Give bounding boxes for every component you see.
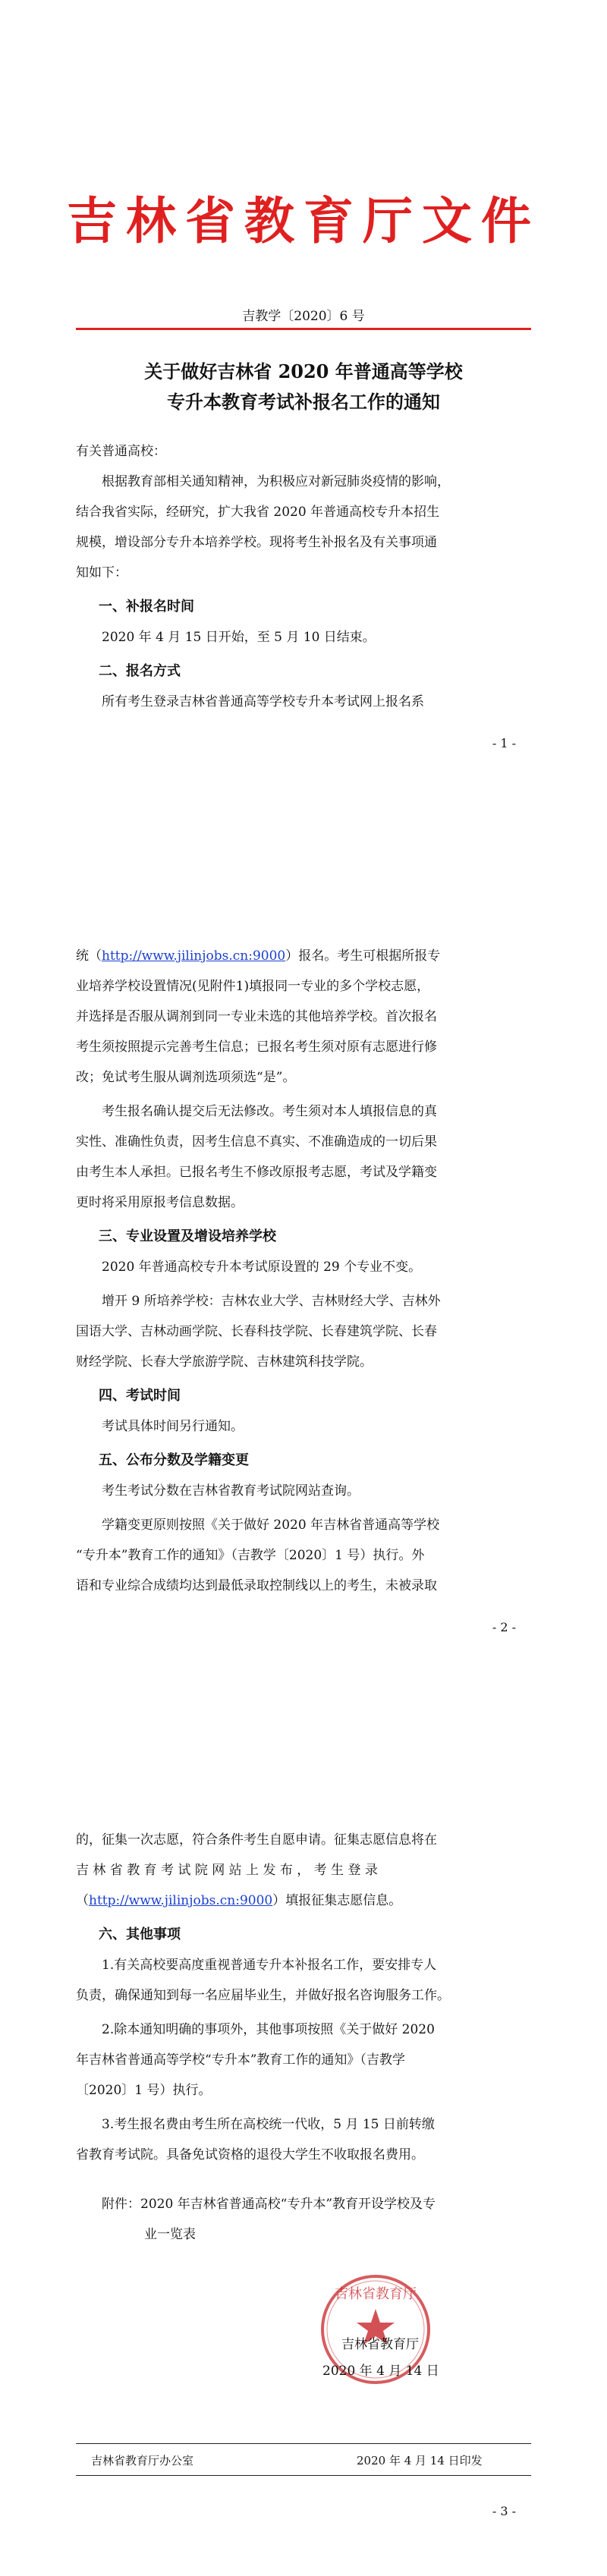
section-5-line-7	[76, 1889, 531, 1912]
section-2-line-2-prefix: 统（	[76, 948, 102, 964]
section-5-line-7-prefix: （	[76, 1893, 89, 1908]
section-2-heading: 二、报名方式	[99, 663, 181, 679]
document-number: 吉教学〔2020〕6 号	[242, 309, 365, 324]
notice-title-line1: 关于做好吉林省 2020 年普通高等学校	[144, 360, 463, 382]
section-2-line-3: 业培养学校设置情况(见附件1)填报同一专业的多个学校志愿，	[76, 979, 430, 994]
page-number-1: - 1 -	[492, 736, 516, 750]
section-5-line-7-suffix: ）填报征集志愿信息。	[272, 1893, 402, 1908]
page-number-2: - 2 -	[492, 1620, 516, 1634]
section-2-line-1: 所有考生登录吉林省普通高等学校专升本考试网上报名系	[102, 694, 424, 709]
section-5-line-2: 学籍变更原则按照《关于做好 2020 年吉林省普通高等学校	[102, 1518, 440, 1533]
attachment-line-2: 业一览表	[144, 2227, 196, 2242]
section-6-item-3-line-2: 省教育考试院。具备免试资格的退役大学生不收取报名费用。	[76, 2147, 424, 2162]
seal-text: 吉林省教育厅	[335, 2286, 417, 2302]
footer-rule-top	[76, 2443, 531, 2444]
section-2-line-5: 考生须按照提示完善考生信息；已报名考生须对原有志愿进行修	[76, 1040, 437, 1055]
intro-line-4: 知如下：	[76, 565, 127, 580]
section-6-item-1-line-2: 负责，确保通知到每一名应届毕业生，并做好报名咨询服务工作。	[76, 1988, 450, 2003]
section-5-line-5: 的，征集一次志愿，符合条件考生自愿申请。征集志愿信息将在	[76, 1832, 437, 1848]
section-6-item-2-line-1: 2.除本通知明确的事项外，其他事项按照《关于做好 2020	[102, 2022, 435, 2037]
header-red-rule	[76, 328, 531, 330]
section-2-line-2-suffix: ）报名。考生可根据所报专	[285, 948, 441, 964]
intro-line-1: 根据教育部相关通知精神，为积极应对新冠肺炎疫情的影响，	[102, 474, 450, 489]
section-6-item-3-line-1: 3.考生报名费由考生所在高校统一代收，5 月 15 日前转缴	[102, 2117, 435, 2132]
section-1-text: 2020 年 4 月 15 日开始，至 5 月 10 日结束。	[102, 630, 376, 645]
footer-print-date: 2020 年 4 月 14 日印发	[357, 2454, 483, 2467]
section-6-item-2-line-3: 〔2020〕1 号）执行。	[76, 2083, 212, 2098]
section-6-item-2-line-2: 年吉林省普通高等学校“专升本”教育工作的通知》（吉教学	[76, 2052, 405, 2068]
section-2-line-4: 并选择是否服从调剂到同一专业未选的其他培养学校。首次报名	[76, 1009, 437, 1024]
volunteer-system-link[interactable]: http://www.jilinjobs.cn:9000	[89, 1893, 273, 1908]
intro-line-2: 结合我省实际，经研究，扩大我省 2020 年普通高校专升本招生	[76, 505, 440, 520]
section-2b-line-1: 考生报名确认提交后无法修改。考生须对本人填报信息的真	[102, 1104, 437, 1119]
header-org-title: 吉林省教育厅文件	[67, 191, 540, 250]
intro-line-3: 规模，增设部分专升本培养学校。现将考生补报名及有关事项通	[76, 535, 437, 550]
section-3-line-1: 2020 年普通高校专升本考试原设置的 29 个专业不变。	[102, 1260, 422, 1275]
section-3-line-3: 国语大学、吉林动画学院、长春科技学院、长春建筑学院、长春	[76, 1324, 437, 1339]
footer-office: 吉林省教育厅办公室	[91, 2454, 194, 2467]
section-5-line-1: 考生考试分数在吉林省教育考试院网站查询。	[102, 1483, 360, 1499]
section-2-line-2	[76, 945, 531, 967]
footer-rule-bottom	[76, 2475, 531, 2476]
section-6-heading: 六、其他事项	[99, 1926, 181, 1942]
section-2b-line-2: 实性、准确性负责，因考生信息不真实、不准确造成的一切后果	[76, 1134, 437, 1150]
section-2-line-6: 改；免试考生服从调剂选项须选“是”。	[76, 1070, 296, 1085]
attachment-line-1: 附件：2020 年吉林省普通高校“专升本”教育开设学校及专	[102, 2197, 436, 2212]
section-3-line-2: 增开 9 所培养学校：吉林农业大学、吉林财经大学、吉林外	[102, 1294, 441, 1309]
salutation: 有关普通高校：	[76, 444, 166, 459]
registration-system-link[interactable]: http://www.jilinjobs.cn:9000	[102, 948, 286, 964]
issue-date: 2020 年 4 月 14 日	[322, 2364, 439, 2379]
notice-title-line2: 专升本教育考试补报名工作的通知	[167, 391, 440, 413]
section-5-line-4: 语和专业综合成绩均达到最低录取控制线以上的考生，未被录取	[76, 1578, 437, 1593]
page-number-3: - 3 -	[492, 2504, 516, 2518]
section-5-line-3: “专升本”教育工作的通知》（吉教学〔2020〕1 号）执行。外	[76, 1548, 425, 1563]
section-4-heading: 四、考试时间	[99, 1388, 181, 1404]
section-2b-line-3: 由考生本人承担。已报名考生不修改原报考志愿，考试及学籍变	[76, 1165, 437, 1180]
section-2b-line-4: 更时将采用原报考信息数据。	[76, 1195, 244, 1210]
section-4-text: 考试具体时间另行通知。	[102, 1419, 244, 1434]
section-3-line-4: 财经学院、长春大学旅游学院、吉林建筑科技学院。	[76, 1354, 373, 1370]
section-3-heading: 三、专业设置及增设培养学校	[99, 1228, 276, 1244]
section-5-line-6: 吉 林 省 教 育 考 试 院 网 站 上 发 布 ， 考 生 登 录	[76, 1863, 378, 1878]
section-6-item-1-line-1: 1.有关高校要高度重视普通专升本补报名工作，要安排专人	[102, 1958, 437, 1973]
section-1-heading: 一、补报名时间	[99, 599, 194, 615]
section-5-heading: 五、公布分数及学籍变更	[99, 1452, 249, 1468]
issuer-name: 吉林省教育厅	[341, 2337, 419, 2352]
